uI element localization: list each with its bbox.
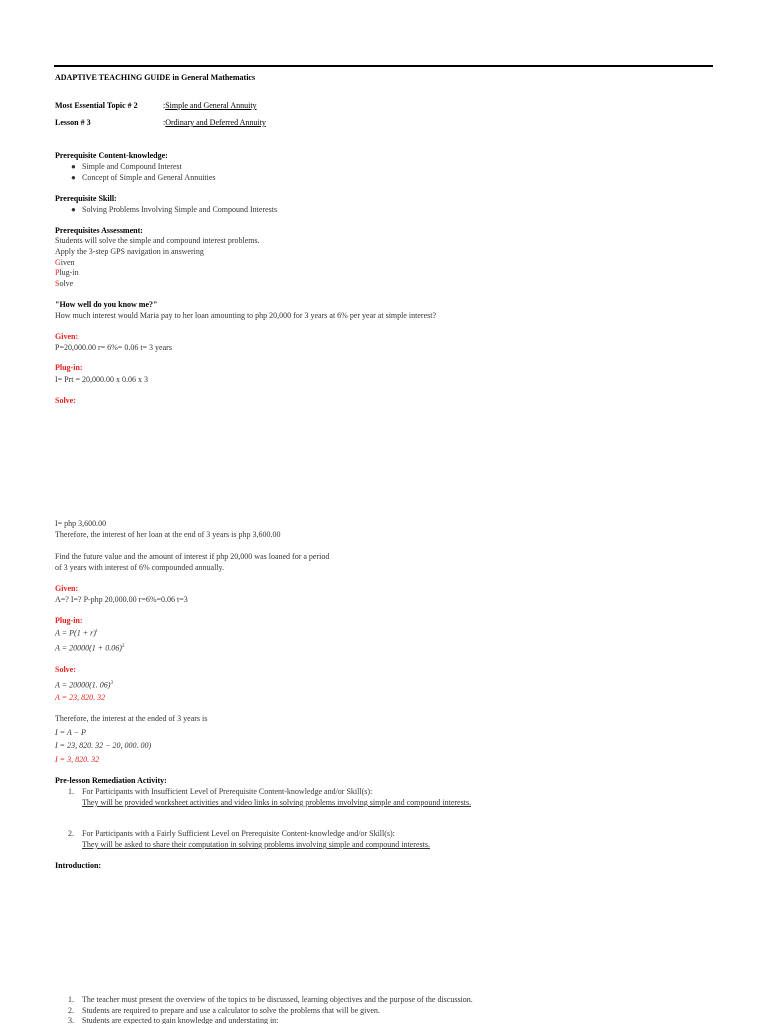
- rest: iven: [60, 258, 75, 267]
- solve-label: Solve:: [55, 396, 76, 405]
- list-item: [71, 162, 182, 172]
- item-text: Concept of Simple and General Annuities: [82, 173, 216, 182]
- header-rule: [54, 65, 713, 67]
- interest-intro: Therefore, the interest at the ended of 3 years is: [55, 714, 208, 723]
- remediation-item: For Participants with a Fairly Sufficient Level on Prerequisite Content-knowledge and/or Skill(s):: [82, 829, 395, 838]
- doc-title: ADAPTIVE TEACHING GUIDE in General Mathematics: [55, 73, 256, 82]
- initial: G: [55, 258, 61, 267]
- bullet-icon: ●: [71, 162, 76, 171]
- intro-num: 2.: [68, 1006, 74, 1015]
- remediation-detail: They will be asked to share their computation in solving problems involving simple and compound interests.: [82, 840, 430, 849]
- initial: S: [55, 279, 60, 288]
- lesson-label: Lesson # 3: [55, 118, 91, 127]
- colon: :: [163, 118, 166, 127]
- colon: :: [163, 101, 166, 110]
- plugin-formula: I= Prt = 20,000.00 x 0.06 x 3: [55, 375, 149, 384]
- formula-substituted: [55, 642, 124, 654]
- interest-substituted: I = 23, 820. 32 − 20, 000. 00): [55, 741, 152, 750]
- given-values: P=20,000.00 r= 6%= 0.06 t= 3 years: [55, 343, 172, 352]
- bullet-icon: ●: [71, 173, 76, 182]
- topic-text: Simple and General Annuity: [165, 101, 257, 110]
- remediation-num: 2.: [68, 829, 74, 838]
- intro-item: The teacher must present the overview of the topics to be discussed, learning objectives and the purpose of the discussion.: [82, 995, 473, 1004]
- topic-label: Most Essential Topic # 2: [55, 101, 138, 110]
- bullet-icon: ●: [71, 205, 76, 214]
- gps-solve: [55, 279, 73, 289]
- assessment-line: Apply the 3-step GPS navigation in answering: [55, 247, 204, 256]
- solve-step: [55, 679, 113, 691]
- remediation-heading: Pre-lesson Remediation Activity:: [55, 776, 167, 785]
- assessment-line: Students will solve the simple and compound interest problems.: [55, 236, 260, 245]
- formula-text: A = P(1 + r): [55, 628, 96, 638]
- topic-value: [163, 101, 257, 111]
- problem1-conclusion: Therefore, the interest of her loan at the end of 3 years is php 3,600.00: [55, 530, 281, 539]
- plugin-label: Plug-in:: [55, 363, 83, 372]
- remediation-detail: They will be provided worksheet activities and video links in solving problems involving simple and compound interests.: [82, 798, 472, 807]
- rest: lug-in: [59, 268, 79, 277]
- gps-given: [55, 258, 75, 268]
- intro-num: 1.: [68, 995, 74, 1004]
- introduction-heading: Introduction:: [55, 861, 102, 870]
- plugin-label: Plug-in:: [55, 616, 83, 625]
- solve-label: Solve:: [55, 665, 76, 674]
- problem1-heading: "How well do you know me?": [55, 300, 158, 309]
- given-label: Given:: [55, 584, 79, 593]
- interest-answer: I = 3, 820. 32: [55, 755, 100, 764]
- formula: [55, 627, 97, 639]
- prereq-ck-heading: Prerequisite Content-knowledge:: [55, 151, 168, 160]
- list-item: [71, 205, 278, 215]
- problem1-question: How much interest would Maria pay to her loan amounting to php 20,000 for 3 years at 6% per year at simple interest?: [55, 311, 437, 320]
- list-item: [71, 173, 216, 183]
- formula-text: A = 20000(1 + 0.06): [55, 643, 122, 653]
- problem1-result: I= php 3,600.00: [55, 519, 107, 528]
- lesson-text: Ordinary and Deferred Annuity: [165, 118, 266, 127]
- intro-num: 3.: [68, 1016, 74, 1024]
- lesson-value: [163, 118, 266, 128]
- intro-item: Students are expected to gain knowledge and understating in:: [82, 1016, 279, 1024]
- exponent: 3: [121, 644, 125, 649]
- problem2-question: of 3 years with interest of 6% compounded annually.: [55, 563, 224, 572]
- item-text: Solving Problems Involving Simple and Compound Interests: [82, 205, 278, 214]
- interest-formula: I = A − P: [55, 728, 86, 737]
- intro-item: Students are required to prepare and use a calculator to solve the problems that will be given.: [82, 1006, 380, 1015]
- item-text: Simple and Compound Interest: [82, 162, 182, 171]
- exponent: t: [95, 629, 98, 634]
- formula-text: A = 20000(1. 06): [55, 680, 111, 690]
- initial: P: [55, 268, 60, 277]
- given-values: A=? I=? P-php 20,000.00 r=6%=0.06 t=3: [55, 595, 188, 604]
- remediation-item: For Participants with Insufficient Level of Prerequisite Content-knowledge and/or Skill(s):: [82, 787, 373, 796]
- prereq-skill-heading: Prerequisite Skill:: [55, 194, 117, 203]
- gps-plugin: [55, 268, 79, 278]
- assessment-heading: Prerequisites Assessment:: [55, 226, 143, 235]
- given-label: Given:: [55, 332, 79, 341]
- solve-answer: A = 23, 820. 32: [55, 693, 106, 702]
- problem2-question: Find the future value and the amount of interest if php 20,000 was loaned for a period: [55, 552, 330, 561]
- remediation-num: 1.: [68, 787, 74, 796]
- exponent: 3: [110, 681, 113, 686]
- rest: olve: [59, 279, 74, 288]
